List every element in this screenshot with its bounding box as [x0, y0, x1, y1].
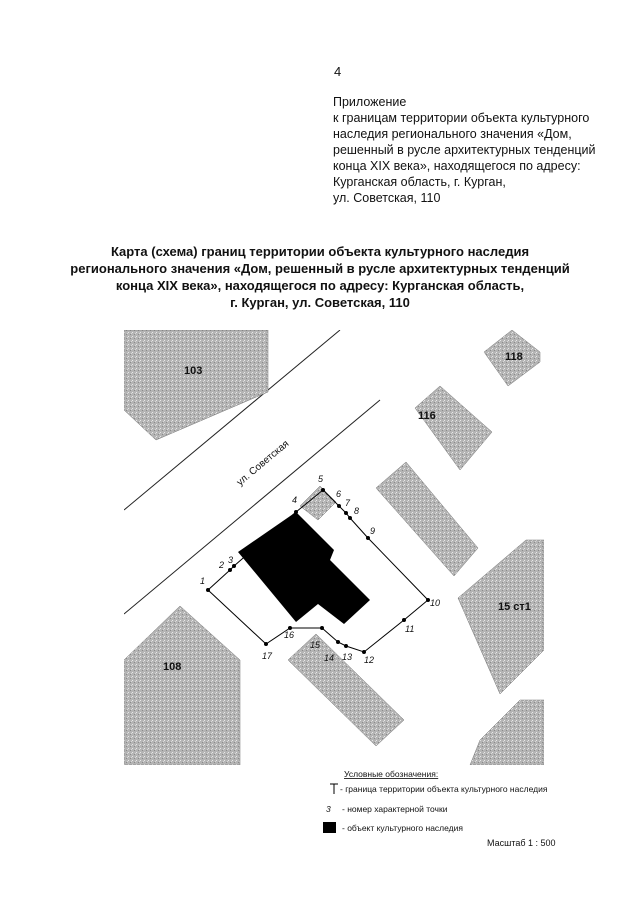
title-line: г. Курган, ул. Советская, 110	[230, 295, 410, 310]
point-label-7: 7	[345, 498, 351, 508]
point-6-marker	[337, 504, 341, 508]
point-17-marker	[264, 642, 268, 646]
point-7-marker	[344, 511, 348, 515]
street-label: ул. Советская	[234, 438, 292, 489]
appendix-line: Приложение	[333, 95, 407, 109]
point-label-10: 10	[430, 598, 441, 608]
point-label-12: 12	[364, 655, 375, 665]
point-label-5: 5	[318, 474, 324, 484]
point-label-9: 9	[370, 526, 376, 536]
lot-label-15-st1: 15 ст1	[498, 601, 531, 613]
point-label-11: 11	[405, 624, 415, 634]
point-4-marker	[294, 510, 298, 514]
title-line: Карта (схема) границ территории объекта культурного наследия	[110, 244, 530, 259]
point-label-2: 2	[219, 560, 225, 570]
building-108	[124, 606, 240, 765]
point-label-4: 4	[292, 495, 298, 505]
lot-label-116: 116	[418, 410, 436, 422]
appendix-line: конца XIX века», находящегося по адресу:	[333, 159, 581, 173]
point-12-marker	[362, 650, 366, 654]
point-label-17: 17	[262, 651, 273, 661]
point-5-marker	[321, 488, 325, 492]
building-north-small	[300, 486, 336, 520]
point-15-marker	[320, 626, 324, 630]
appendix-line: ул. Советская, 110	[333, 191, 441, 205]
point-label-1: 1	[200, 576, 206, 586]
point-1-marker	[206, 588, 210, 592]
point-label-13: 13	[342, 652, 353, 662]
point-label-3: 3	[228, 555, 234, 565]
title-line: конца XIX века», находящегося по адресу: Курганская область,	[115, 278, 525, 293]
scale-label: Масштаб 1 : 500	[487, 838, 556, 848]
legend-item-point-number: - номер характерной точки	[342, 804, 448, 814]
building-103	[124, 330, 268, 440]
legend-title: Условные обозначения:	[344, 769, 439, 779]
appendix-line: решенный в русле архитектурных тенденций	[333, 143, 596, 157]
point-label-14: 14	[324, 653, 335, 663]
heritage-object	[238, 512, 370, 624]
lot-label-108: 108	[163, 661, 182, 673]
building-east	[376, 462, 478, 576]
legend-item-boundary: - граница территории объекта культурного наследия	[340, 784, 548, 794]
building-south	[288, 634, 404, 746]
page-number: 4	[334, 64, 342, 79]
point-13-marker	[344, 644, 348, 648]
legend-heritage-swatch	[323, 822, 336, 833]
point-label-16: 16	[284, 630, 295, 640]
building-116	[415, 386, 492, 470]
legend-item-heritage: - объект культурного наследия	[342, 823, 463, 833]
appendix-line: к границам территории объекта культурного	[333, 111, 590, 125]
lot-label-103: 103	[184, 365, 203, 377]
appendix-line: Курганская область, г. Курган,	[333, 175, 506, 189]
point-9-marker	[366, 536, 370, 540]
point-label-6: 6	[336, 489, 342, 499]
point-label-15: 15	[310, 640, 321, 650]
point-14-marker	[336, 640, 340, 644]
title-line: регионального значения «Дом, решенный в русле архитектурных тенденций	[70, 261, 570, 276]
appendix-line: наследия регионального значения «Дом,	[333, 127, 572, 141]
point-11-marker	[402, 618, 406, 622]
point-8-marker	[348, 516, 352, 520]
point-2-marker	[228, 568, 232, 572]
lot-label-118: 118	[505, 351, 523, 363]
building-southeast	[470, 700, 544, 765]
point-label-8: 8	[354, 506, 360, 516]
legend-sample-number: 3	[326, 804, 331, 814]
legend	[323, 769, 548, 833]
building-15-st1	[458, 540, 544, 694]
